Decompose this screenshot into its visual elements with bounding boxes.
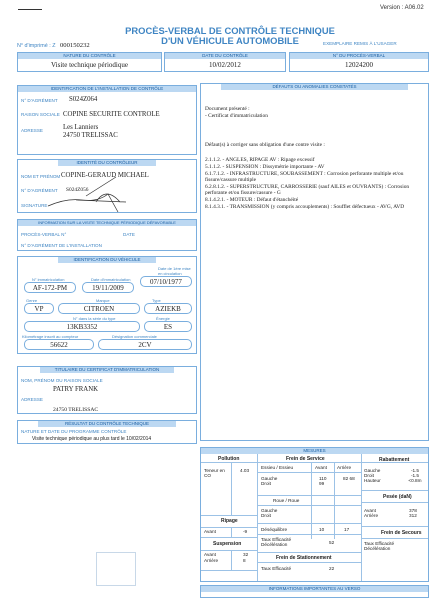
controleur-agrement: S024Z056	[66, 187, 89, 193]
mesures-box: MESURES Pollution Teneur en CO 4.03 Ripage Avant -9 Suspension Avant Arrière 32 8 Frein de Service Essieu / Essieu Avant Arrière Gauche Droit 110 99 82 68 Roue / Roue Gauche Droit Déséquilibre 10 17 Taux Efficacité Décélération 52 Frein de Stationnement Taux Efficacité 22 Rabattement Gauche Droit Hauteur -1.5 -1.5 <0.8m Pesée (daN) Avant Arrière 378 312 Frein de Secours Taux Efficacité Décélération	[200, 447, 429, 582]
marque-value: CITROEN	[58, 303, 140, 314]
version-text: Version : A06.02	[380, 5, 424, 11]
nature-box: NATURE DU CONTRÔLE Visite technique périodique	[17, 52, 162, 72]
informations-box: INFORMATIONS IMPORTANTES AU VERSO	[200, 585, 429, 598]
immat-value: AF-172-PM	[24, 282, 76, 293]
titulaire-nom: PATRY FRANK	[53, 386, 99, 393]
defauts-box: DÉFAUTS OU ANOMALIES CONSTATÉS Document présenté : - Certificat d'immatriculation Défaut(s) à corriger sans obligation d'une contre visite : 2.1.1.2. - ANGLES, RIPAGE AV : Ripage excessif 5.1.1.2. - SUSPENSION : Dissymétrie importante - AV 6.1.7.1.2. - INFRASTRUCTURE, SOUBASSEMENT : Corrosion perforante multiple et/ou fissure/cassure multiple 6.2.8.1.2. - SUPERSTRUCTURE, CARROSSERIE (sauf AILES et OUVRANTS) : Corrosion perforante et/ou fissure/cassure - G 8.1.4.2.1. - MOTEUR : Défaut d'étanchéité 8.1.4.3.1. - TRANSMISSION (y compris accouplements) : Soufflet défectueux - AVG, AVD	[200, 83, 429, 441]
controleur-box: IDENTITÉ DU CONTRÔLEUR NOM ET PRÉNOM COPINE-GERAUD MICHAEL N° D'AGRÉMENT S024Z056 SIGNATURE	[17, 159, 197, 213]
vehicule-box: IDENTIFICATION DU VÉHICULE N° immatriculation Date d'immatriculation Date de 1ère mise en circulation AF-172-PM 19/11/2009 07/10/1977 Genre Marque Type VP CITROEN AZIEKB N° dans la série du type Énergie 13KB3352 ES Kilométrage inscrit au compteur Désignation commerciale 56622 2CV	[17, 256, 197, 354]
title-line-2: D'UN VÉHICULE AUTOMOBILE	[161, 35, 299, 46]
ripage-value: -9	[243, 529, 248, 534]
type-value: AZIEKB	[144, 303, 192, 314]
num-box: N° DU PROCÈS-VERBAL 12024200	[289, 52, 429, 72]
date-box: DATE DU CONTRÔLE 10/02/2012	[164, 52, 286, 72]
resultat-value: Visite technique périodique au plus tard le 10/02/2014	[32, 436, 152, 442]
installation-agrement: S024Z064	[69, 96, 98, 103]
resultat-box: RÉSULTAT DU CONTRÔLE TECHNIQUE NATURE ET DATE DU PROGRAMME CONTRÔLE Visite technique périodique au plus tard le 10/02/2014	[17, 420, 197, 444]
titulaire-ville: 24750 TRELISSAC	[53, 407, 99, 413]
defaut-item: 2.1.1.2. - ANGLES, RIPAGE AV : Ripage excessif	[205, 157, 315, 163]
imprime-value: 000150232	[60, 42, 90, 49]
defaut-item: 5.1.1.2. - SUSPENSION : Dissymétrie importante - AV	[205, 164, 325, 170]
raison-sociale: COPINE SECURITE CONTROLE	[63, 111, 160, 118]
imprime-label: N° d'imprimé : Z	[17, 43, 56, 49]
co-value: 4.03	[240, 468, 250, 473]
date-immat-value: 19/11/2009	[82, 282, 134, 293]
date-1ere-value: 07/10/1977	[140, 276, 192, 287]
signature-image	[46, 172, 136, 212]
energie-value: ES	[144, 321, 192, 332]
installation-box: IDENTIFICATION DE L'INSTALLATION DE CONTRÔLE N° D'AGRÉMENT S024Z064 RAISON SOCIALE COPINE SECURITE CONTROLE ADRESSE Les Lanniers 24750 TRELISSAC	[17, 85, 197, 155]
stamp-box	[96, 552, 136, 586]
defaut-item: 6.2.8.1.2. - SUPERSTRUCTURE, CARROSSERIE (sauf AILES et OUVRANTS) : Corrosion perforante et/ou fissure/cassure - G	[205, 184, 410, 197]
controleur-nom: COPINE-GERAUD MICHAEL	[61, 172, 149, 179]
top-rule	[18, 9, 42, 10]
exemplaire-label: EXEMPLAIRE REMIS À L'USAGER	[323, 41, 397, 46]
defaut-item: 8.1.4.3.1. - TRANSMISSION (y compris accouplements) : Soufflet défectueux - AVG, AVD	[205, 204, 405, 210]
defaut-item: 8.1.4.2.1. - MOTEUR : Défaut d'étanchéité	[205, 197, 299, 203]
km-value: 56622	[24, 339, 94, 350]
serie-value: 13KB3352	[24, 321, 140, 332]
info-defavorable-box: INFORMATION SUR LA VISITE TECHNIQUE PÉRIODIQUE DÉFAVORABLE PROCÈS-VERBAL N° DATE N° D'AGRÉMENT DE L'INSTALLATION	[17, 219, 197, 251]
designation-value: 2CV	[98, 339, 192, 350]
titulaire-box: TITULAIRE DU CERTIFICAT D'IMMATRICULATION NOM, PRÉNOM OU RAISON SOCIALE PATRY FRANK ADRESSE 24750 TRELISSAC	[17, 366, 197, 414]
genre-value: VP	[24, 303, 54, 314]
defaut-item: 6.1.7.1.2. - INFRASTRUCTURE, SOUBASSEMENT : Corrosion perforante multiple et/ou fissure/cassure multiple	[205, 171, 404, 184]
title-line-1: PROCÈS-VERBAL DE CONTRÔLE TECHNIQUE	[125, 25, 335, 36]
